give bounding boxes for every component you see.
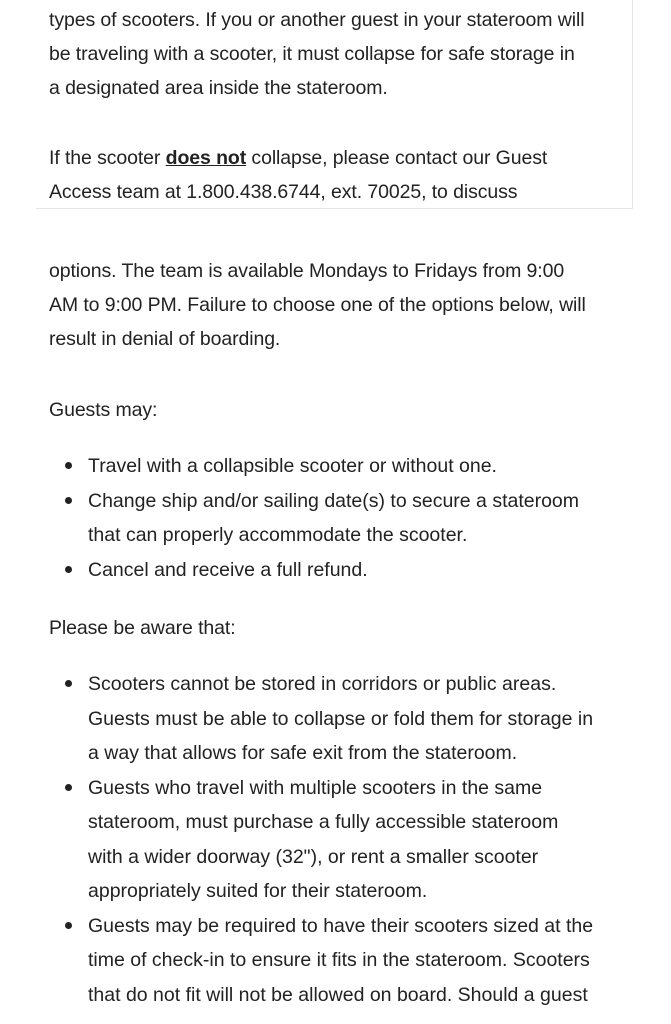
guest-access-contact-paragraph [49,141,547,209]
item-text: Travel with a collapsible scooter or without one. [88,455,497,477]
item-text: that do not fit will not be allowed on board. Should a guest [88,983,588,1006]
be-aware-heading: Please be aware that: [49,617,236,639]
item-text: Cancel and receive a full refund. [88,558,368,581]
text-line: a designated area inside the stateroom. [49,77,388,99]
item-text: stateroom, must purchase a fully accessible stateroom [88,811,559,833]
item-text: with a wider doorway (32"), or rent a smaller scooter [88,845,539,868]
item-text: time of check-in to ensure it fits in the stateroom. Scooters [88,949,590,971]
list-item [49,484,579,553]
bullet-icon [65,922,72,929]
text-line: types of scooters. If you or another guest in your stateroom will [49,9,585,31]
text-line: Access team at 1.800.438.6744, ext. 70025, to discuss [49,181,518,203]
guests-may-heading: Guests may: [49,399,158,421]
text-line [49,141,547,175]
contact-suffix: collapse, please contact our Guest [246,147,548,169]
item-text: that can properly accommodate the scooter. [88,524,468,546]
bullet-icon [65,462,72,469]
text-line: be traveling with a scooter, it must collapse for safe storage in [49,43,575,65]
item-text: appropriately suited for their stateroom. [88,880,428,902]
item-text: Guests must be able to collapse or fold them for storage in [88,707,594,730]
contact-prefix: If the scooter [49,147,166,169]
bullet-icon [65,784,72,791]
list-item [49,909,593,1013]
bullet-icon [65,680,72,687]
item-text: Guests who travel with multiple scooters in the same [88,776,543,799]
item-text: Change ship and/or sailing date(s) to secure a stateroom [88,489,580,512]
list-item [49,771,593,909]
emphasis-does-not: does not [165,147,247,169]
text-line: AM to 9:00 PM. Failure to choose one of the options below, will [49,294,586,316]
list-item [49,449,579,484]
guests-may-list [49,449,579,587]
scooter-storage-paragraph [49,3,584,105]
item-text: Guests may be required to have their scooters sized at the [88,914,594,937]
item-text: Scooters cannot be stored in corridors or public areas. [88,673,557,695]
be-aware-list [49,667,593,1012]
list-item [49,667,593,771]
bullet-icon [65,566,72,573]
availability-paragraph [49,254,586,356]
item-text: a way that allows for safe exit from the stateroom. [88,742,518,764]
text-line: options. The team is available Mondays to Fridays from 9:00 [49,260,565,282]
list-item [49,553,579,588]
text-line: result in denial of boarding. [49,328,281,350]
bullet-icon [65,497,72,504]
